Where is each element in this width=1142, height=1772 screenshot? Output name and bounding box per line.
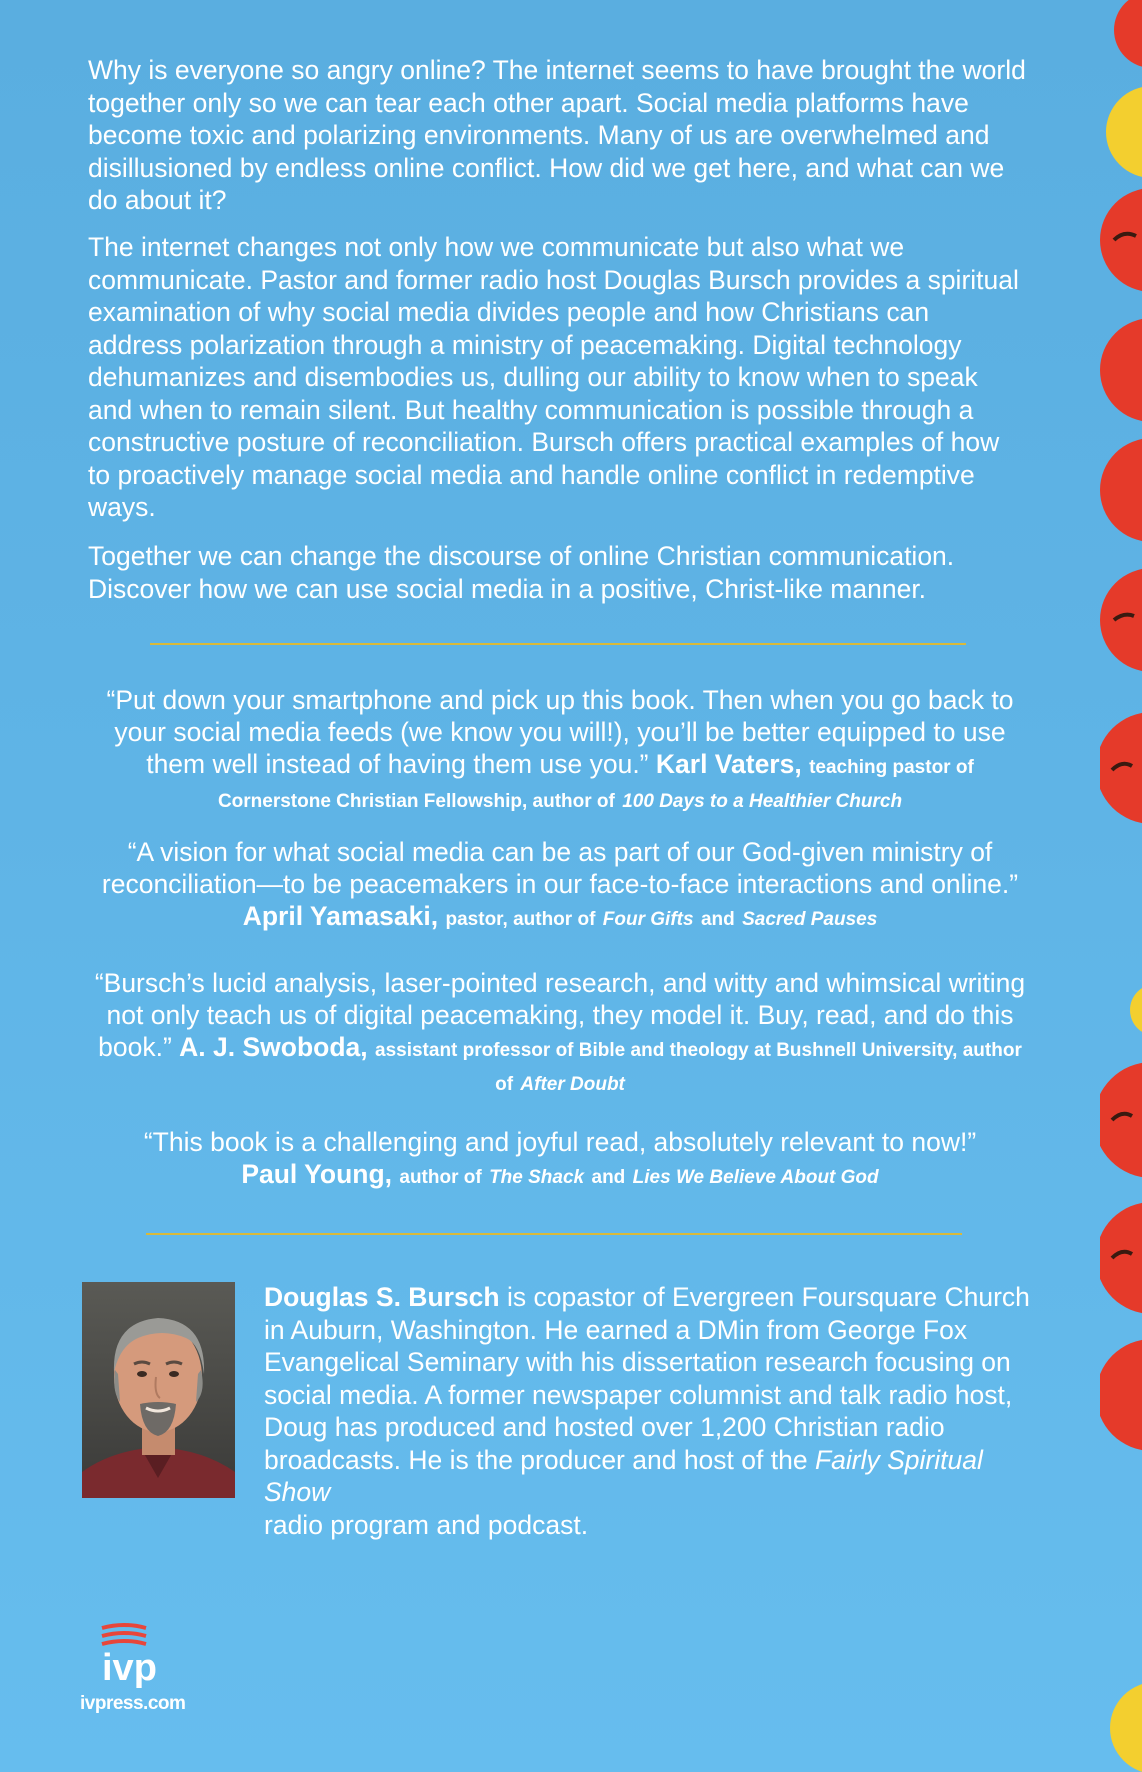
endorser-book-title: Sacred Pauses [742,909,878,930]
blurb-paragraph-3 [88,540,1028,605]
endorser-credit-and: and [700,909,735,930]
blurb-text: Together we can change the discourse of online Christian communication. Discover how we can use social media in a positive, Christ-like manner. [88,541,955,604]
neutral-emoji-sticker [1106,86,1142,178]
endorser-book-title: 100 Days to a Healthier Church [622,791,903,812]
endorsement-april-yamasaki [90,836,1030,934]
publisher-url: ivpress.com [80,1693,186,1714]
endorsement-karl-vaters [90,684,1030,816]
endorser-name: Paul Young, [241,1159,392,1189]
author-show-title: Fairly Spiritual Show [264,1444,983,1507]
endorser-credit: pastor, author of [445,909,596,930]
blurb-paragraph-2 [88,231,1028,524]
blurb-text: Why is everyone so angry online? The internet seems to have brought the world together only so we can tear each other apart. Social media platforms have become toxic and polarizing environments. Many of us are overwhelmed and disillusioned by endless online conflict. How did we get here, and what can we do about it? [88,55,1026,215]
angry-emoji-sticker [1100,712,1142,824]
ivp-logo-text: ivp [102,1647,157,1689]
endorsement-quote: “Bursch’s lucid analysis, laser-pointed research, and witty and whimsical writing not only teach us of digital peacemaking, they model it. Buy, read, and do this book.” [94,968,1026,1062]
divider-top [150,643,966,645]
endorser-name: A. J. Swoboda, [179,1032,368,1062]
blurb-text: The internet changes not only how we communicate but also what we communicate. Pastor and former radio host Douglas Bursch provides a spiritual examination of why social media divides people and how Christians can address polarization through a ministry of peacemaking. Digital technology dehumanizes and disembodies us, dulling our ability to know when to speak and when to remain silent. But healthy communication is possible through a constructive posture of reconciliation. Bursch offers practical examples of how to proactively manage social media and handle online conflict in redemptive ways. [88,232,1019,522]
emoji-sticker-strip [1100,0,1142,1772]
angry-emoji-sticker [1100,438,1142,542]
endorser-book-title: The Shack [489,1167,585,1188]
author-name: Douglas S. Bursch [264,1282,500,1312]
angry-emoji-sticker [1114,0,1142,68]
endorsement-paul-young [90,1126,1030,1192]
author-photo [82,1282,235,1498]
endorser-credit: assistant professor of Bible and theology at Bushnell University, author of [375,1040,1022,1095]
endorser-credit: teaching pastor of Cornerstone Christian Fellowship, author of [217,757,974,812]
endorser-name: April Yamasaki, [242,901,439,931]
endorsement-quote: “Put down your smartphone and pick up this book. Then when you go back to your social media feeds (we know you will!), you’ll be better equipped to use them well instead of having them use you.” [106,685,1014,779]
author-bio [264,1281,1044,1541]
endorsement-quote: “This book is a challenging and joyful read, absolutely relevant to now!” [143,1127,977,1157]
angry-emoji-sticker [1100,318,1142,422]
angry-emoji-sticker [1100,1062,1142,1178]
blurb-paragraph-1 [88,54,1028,217]
angry-emoji-sticker [1100,1339,1142,1451]
endorser-book-title: Four Gifts [602,909,694,930]
author-bio-text-end: radio program and podcast. [264,1509,589,1540]
angry-emoji-sticker [1100,1202,1142,1314]
endorser-credit: author of [399,1167,482,1188]
endorser-credit-and: and [591,1167,626,1188]
endorser-book-title: After Doubt [520,1074,625,1095]
endorser-book-title: Lies We Believe About God [632,1167,879,1188]
endorsement-aj-swoboda [90,967,1030,1099]
divider-bottom [146,1233,962,1235]
author-bio-text: is copastor of Evergreen Foursquare Church in Auburn, Washington. He earned a DMin from George Fox Evangelical Seminary with his dissertation research focusing on social media. A former newspaper columnist and talk radio host, Doug has produced and hosted over 1,200 Christian radio broadcasts. He is the producer and host of the [264,1282,1030,1475]
endorser-name: Karl Vaters, [655,749,802,779]
angry-emoji-sticker [1100,568,1142,672]
neutral-emoji-sticker [1130,984,1142,1036]
neutral-emoji-sticker [1110,1682,1142,1772]
endorsement-quote: “A vision for what social media can be as part of our God-given ministry of reconciliation—to be peacemakers in our face-to-face interactions and online.” [101,837,1019,899]
angry-emoji-sticker [1100,188,1142,292]
